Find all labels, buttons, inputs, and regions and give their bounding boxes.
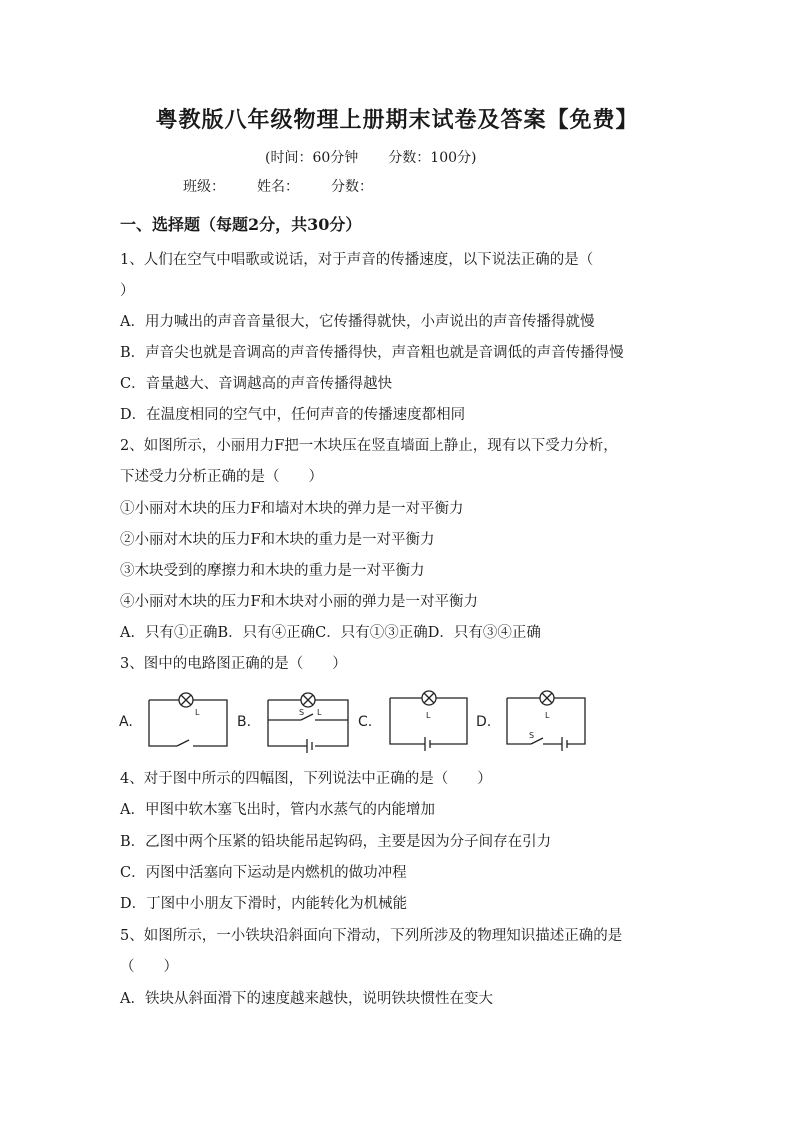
switch-label-b: S (299, 708, 305, 717)
q1-option-c: C．音量越大、音调越高的声音传播得越快 (120, 376, 393, 392)
circuit-b (268, 693, 348, 753)
circuit-a (149, 693, 227, 746)
q4-option-c: C．丙图中活塞向下运动是内燃机的做功冲程 (120, 865, 407, 881)
q2-statement-2: ②小丽对木块的压力F和木块的重力是一对平衡力 (120, 532, 435, 548)
exam-score: 分数：100分) (388, 150, 477, 166)
lamp-label-d: L (545, 711, 550, 720)
q2-statement-4: ④小丽对木块的压力F和木块对小丽的弹力是一对平衡力 (120, 594, 479, 610)
circuit-diagrams (115, 686, 595, 756)
q2-statement-3: ③木块受到的摩擦力和木块的重力是一对平衡力 (120, 563, 425, 579)
section-heading: 一、选择题（每题2分，共30分） (120, 215, 362, 234)
score-label: 分数： (331, 179, 373, 195)
circuit-c (390, 691, 467, 751)
q1-option-d: D．在温度相同的空气中，任何声音的传播速度都相同 (120, 407, 466, 423)
q4-option-d: D．丁图中小朋友下滑时，内能转化为机械能 (120, 896, 408, 912)
exam-meta (265, 147, 506, 167)
q2-stem: 2、如图所示，小丽用力F把一木块压在竖直墙面上静止，现有以下受力分析， (120, 438, 618, 454)
q5-option-a: A．铁块从斜面滑下的速度越来越快，说明铁块惯性在变大 (120, 991, 493, 1007)
exam-time: (时间：60分钟 (265, 150, 359, 166)
q1-stem: 1、人们在空气中唱歌或说话，对于声音的传播速度，以下说法正确的是（ (120, 252, 594, 268)
student-info (183, 176, 405, 196)
circuit-label-b: B. (237, 714, 252, 730)
circuit-d (507, 691, 585, 751)
q3-stem: 3、图中的电路图正确的是（ ） (120, 656, 347, 672)
q1-stem-end: ） (120, 283, 135, 299)
lamp-label-c: L (426, 711, 431, 720)
q5-stem: 5、如图所示，一小铁块沿斜面向下滑动，下列所涉及的物理知识描述正确的是 (120, 928, 623, 944)
switch-label-d: S (529, 731, 535, 740)
q4-option-b: B．乙图中两个压紧的铅块能吊起钩码，主要是因为分子间存在引力 (120, 834, 552, 850)
lamp-label-a: L (195, 708, 200, 717)
q5-stem-2: （ ） (120, 959, 178, 975)
q4-stem: 4、对于图中所示的四幅图，下列说法中正确的是（ ） (120, 771, 492, 787)
q2-statement-1: ①小丽对木块的压力F和墙对木块的弹力是一对平衡力 (120, 501, 464, 517)
page-title: 粤教版八年级物理上册期末试卷及答案【免费】 (155, 107, 639, 133)
q1-option-b: B．声音尖也就是音调高的声音传播得快，声音粗也就是音调低的声音传播得慢 (120, 345, 624, 361)
circuit-label-a: A. (119, 714, 133, 730)
q2-options: A．只有①正确B．只有④正确C．只有①③正确D．只有③④正确 (120, 625, 541, 641)
lamp-label-b: L (317, 708, 322, 717)
q1-option-a: A．用力喊出的声音音量很大，它传播得就快，小声说出的声音传播得就慢 (120, 314, 595, 330)
name-label: 姓名： (257, 179, 299, 195)
class-label: 班级： (183, 179, 225, 195)
circuit-label-c: C. (358, 714, 373, 730)
q4-option-a: A．甲图中软木塞飞出时，管内水蒸气的内能增加 (120, 802, 435, 818)
q2-stem-2: 下述受力分析正确的是（ ） (120, 469, 323, 485)
circuit-label-d: D. (476, 714, 492, 730)
